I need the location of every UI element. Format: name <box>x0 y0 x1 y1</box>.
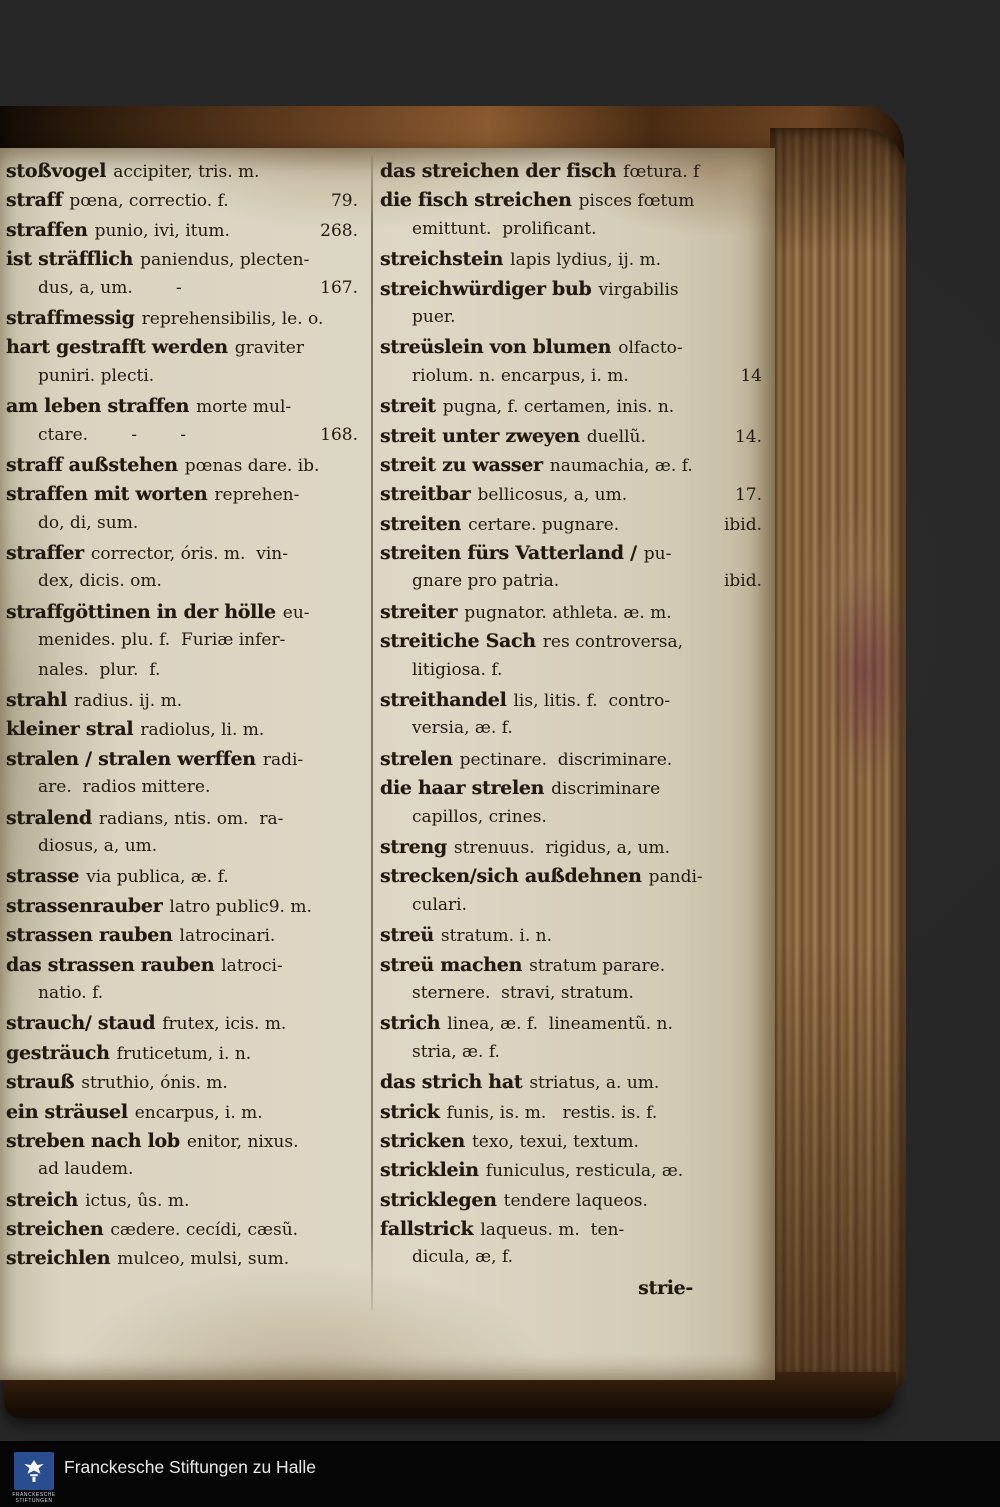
dictionary-entry <box>380 1189 770 1218</box>
headword: streichlen <box>6 1247 111 1270</box>
headword: strahl <box>6 689 68 712</box>
latin-gloss: nales. plur. f. <box>38 659 161 680</box>
dictionary-entry <box>380 248 770 277</box>
dictionary-entry <box>380 630 770 659</box>
headword: straffmessig <box>6 306 135 329</box>
entry-continuation <box>6 983 366 1012</box>
latin-gloss: paniendus, plecten- <box>140 250 310 271</box>
latin-gloss: linea, æ. f. lineamentũ. n. <box>447 1014 673 1035</box>
latin-gloss: lis, litis. f. contro- <box>513 691 671 712</box>
headword: stricklein <box>380 1159 479 1182</box>
dictionary-entry <box>380 1101 770 1130</box>
headword: stricklegen <box>380 1188 497 1211</box>
latin-gloss: enitor, nixus. <box>186 1131 299 1152</box>
latin-gloss: duellũ. <box>586 426 646 447</box>
entry-continuation <box>380 219 770 248</box>
latin-gloss: emittunt. prolificant. <box>412 218 597 239</box>
dictionary-entry <box>380 513 770 542</box>
headword: streichwürdiger bub <box>380 277 592 300</box>
entry-continuation <box>6 366 366 395</box>
latin-gloss: puer. <box>412 306 456 327</box>
dictionary-entry <box>6 1247 366 1276</box>
institution-name: Franckesche Stiftungen zu Halle <box>64 1457 316 1477</box>
left-column <box>6 160 366 1277</box>
entry-continuation <box>380 660 770 689</box>
dictionary-entry <box>6 307 366 336</box>
latin-gloss: versia, æ. f. <box>412 718 513 739</box>
dictionary-entry <box>380 160 770 189</box>
entry-continuation <box>380 307 770 336</box>
dictionary-entry <box>380 454 770 483</box>
headword: das strassen rauben <box>6 953 215 976</box>
page-reference: 268. <box>320 220 358 241</box>
dictionary-entry <box>6 1130 366 1159</box>
latin-gloss: ctare. - - <box>38 424 187 445</box>
headword: fallstrick <box>380 1218 474 1241</box>
headword: streitiche Sach <box>380 630 536 653</box>
entry-continuation <box>6 630 366 659</box>
latin-gloss: bellicosus, a, um. <box>477 485 628 506</box>
headword: straffgöttinen in der hölle <box>6 600 276 623</box>
entry-continuation <box>380 895 770 924</box>
entry-continuation <box>380 718 770 747</box>
latin-gloss: discriminare <box>551 779 661 800</box>
headword: streiten fürs Vatterland / <box>380 542 637 565</box>
latin-gloss: radi- <box>262 749 304 770</box>
headword: strauß <box>6 1071 75 1094</box>
latin-gloss: litigiosa. f. <box>412 659 503 680</box>
headword: straffen mit worten <box>6 483 208 506</box>
dictionary-entry <box>380 483 770 512</box>
headword: die fisch streichen <box>380 189 572 212</box>
latin-gloss: ictus, ûs. m. <box>85 1190 190 1211</box>
book-page <box>0 148 775 1380</box>
headword: strassen rauben <box>6 924 173 947</box>
latin-gloss: cædere. cecídi, cæsũ. <box>110 1220 299 1241</box>
latin-gloss: naumachia, æ. f. <box>549 455 693 476</box>
book-page-edges <box>770 128 906 1398</box>
latin-gloss: olfacto- <box>618 338 683 359</box>
headword: strie- <box>638 1276 693 1299</box>
latin-gloss: pandi- <box>648 867 703 888</box>
dictionary-entry <box>6 160 366 189</box>
entry-continuation <box>380 366 770 395</box>
dictionary-entry <box>6 865 366 894</box>
latin-gloss: texo, texui, textum. <box>471 1131 639 1152</box>
headword: streichstein <box>380 248 504 271</box>
headword: die haar strelen <box>380 777 545 800</box>
latin-gloss: pœna, correctio. f. <box>69 191 229 212</box>
headword: strick <box>380 1100 440 1123</box>
latin-gloss: dicula, æ, f. <box>412 1247 514 1268</box>
dictionary-entry <box>380 748 770 777</box>
dictionary-entry <box>6 483 366 512</box>
latin-gloss: fruticetum, i. n. <box>116 1043 252 1064</box>
entry-continuation <box>6 571 366 600</box>
headword: streiter <box>380 600 458 623</box>
dictionary-entry <box>6 1101 366 1130</box>
page-reference: 14. <box>734 426 762 447</box>
latin-gloss: frutex, icis. m. <box>162 1014 287 1035</box>
headword: streüslein von blumen <box>380 336 612 359</box>
latin-gloss: tendere laqueos. <box>503 1190 648 1211</box>
page-reference: 14 <box>740 365 762 386</box>
dictionary-entry <box>380 865 770 894</box>
latin-gloss: sternere. stravi, stratum. <box>412 982 634 1003</box>
latin-gloss: punio, ivi, itum. <box>94 220 230 241</box>
entry-continuation <box>6 1159 366 1188</box>
latin-gloss: latro public9. m. <box>169 896 312 917</box>
latin-gloss: dus, a, um. - <box>38 277 182 298</box>
entry-continuation <box>6 660 366 689</box>
dictionary-entry <box>6 689 366 718</box>
dictionary-entry <box>380 1277 770 1306</box>
headword: stoßvogel <box>6 160 107 182</box>
headword: ein sträusel <box>6 1100 128 1123</box>
page-reference: ibid. <box>723 571 762 592</box>
dictionary-entry <box>380 954 770 983</box>
latin-gloss: certare. pugnare. <box>468 514 620 535</box>
latin-gloss: funis, is. m. restis. is. f. <box>446 1102 658 1123</box>
dictionary-entry <box>6 1218 366 1247</box>
headword: am leben straffen <box>6 395 190 418</box>
dictionary-entry <box>6 1012 366 1041</box>
franckesche-stiftungen-logo <box>10 1452 58 1504</box>
headword: straffer <box>6 542 84 565</box>
dictionary-entry <box>6 395 366 424</box>
latin-gloss: accipiter, tris. m. <box>113 162 260 182</box>
latin-gloss: pu- <box>643 544 672 565</box>
dictionary-entry <box>6 895 366 924</box>
headword: stricken <box>380 1129 465 1152</box>
headword: ist sträfflich <box>6 248 134 271</box>
latin-gloss: laqueus. m. ten- <box>480 1220 625 1241</box>
latin-gloss: radius. ij. m. <box>74 691 183 712</box>
latin-gloss: are. radios mittere. <box>38 777 211 798</box>
latin-gloss: graviter <box>234 338 304 359</box>
dictionary-entry <box>380 425 770 454</box>
latin-gloss: funiculus, resticula, æ. <box>485 1161 684 1182</box>
dictionary-entry <box>380 189 770 218</box>
page-reference: 167. <box>320 277 358 298</box>
latin-gloss: capillos, crines. <box>412 806 547 827</box>
latin-gloss: encarpus, i. m. <box>134 1102 263 1123</box>
latin-gloss: radiolus, li. m. <box>140 720 265 741</box>
latin-gloss: res controversa, <box>542 632 684 653</box>
dictionary-entry <box>380 542 770 571</box>
dictionary-entry <box>380 601 770 630</box>
latin-gloss: pugna, f. certamen, inis. n. <box>442 397 675 418</box>
latin-gloss: reprehensibilis, le. o. <box>141 308 324 329</box>
headword: strich <box>380 1012 441 1035</box>
dictionary-entry <box>6 1071 366 1100</box>
dictionary-entry <box>6 601 366 630</box>
dictionary-entry <box>380 1012 770 1041</box>
dictionary-entry <box>380 689 770 718</box>
dictionary-entry <box>380 924 770 953</box>
latin-gloss: mulceo, mulsi, sum. <box>117 1249 290 1270</box>
headword: streich <box>6 1188 79 1211</box>
dictionary-entry <box>380 777 770 806</box>
dictionary-entry <box>380 1130 770 1159</box>
eagle-emblem-icon <box>14 1452 54 1490</box>
dictionary-entry <box>6 924 366 953</box>
headword: strelen <box>380 747 453 770</box>
latin-gloss: radians, ntis. om. ra- <box>98 808 284 829</box>
entry-continuation <box>380 807 770 836</box>
dictionary-entry <box>6 807 366 836</box>
page-reference: ibid. <box>723 514 762 535</box>
headword: strauch/ staud <box>6 1012 156 1035</box>
dictionary-entry <box>6 248 366 277</box>
headword: streit unter zweyen <box>380 424 580 447</box>
latin-gloss: latrocinari. <box>179 926 276 947</box>
headword: hart gestrafft werden <box>6 336 228 359</box>
headword: kleiner stral <box>6 718 134 741</box>
headword: strecken/sich außdehnen <box>380 865 642 888</box>
latin-gloss: pisces fœtum <box>578 191 695 212</box>
dictionary-entry <box>380 1071 770 1100</box>
latin-gloss: ad laudem. <box>38 1159 134 1180</box>
latin-gloss: latroci- <box>221 955 283 976</box>
dictionary-entry <box>6 189 366 218</box>
headword: strassenrauber <box>6 894 163 917</box>
entry-continuation <box>6 278 366 307</box>
dictionary-entry <box>380 1218 770 1247</box>
latin-gloss: pugnator. athleta. æ. m. <box>464 602 672 623</box>
dictionary-entry <box>380 336 770 365</box>
latin-gloss: stratum. i. n. <box>440 926 553 947</box>
latin-gloss: pœnas dare. ib. <box>184 455 320 476</box>
entry-continuation <box>380 983 770 1012</box>
logo-caption: FRANCKESCHE STIFTUNGEN <box>12 1492 56 1504</box>
dictionary-entry <box>380 836 770 865</box>
entry-continuation <box>380 1247 770 1276</box>
dictionary-entry <box>380 395 770 424</box>
dictionary-entry <box>6 219 366 248</box>
footer-bar <box>0 1441 1000 1507</box>
latin-gloss: natio. f. <box>38 982 104 1003</box>
entry-continuation <box>6 513 366 542</box>
latin-gloss: lapis lydius, ij. m. <box>510 250 662 271</box>
latin-gloss: do, di, sum. <box>38 512 139 533</box>
headword: streiten <box>380 512 462 535</box>
headword: streit zu wasser <box>380 453 543 476</box>
headword: streithandel <box>380 689 507 712</box>
page-reference: 168. <box>320 424 358 445</box>
dictionary-entry <box>6 718 366 747</box>
dictionary-entry <box>6 454 366 483</box>
headword: straffen <box>6 218 88 241</box>
headword: streichen <box>6 1218 104 1241</box>
page-reference: 79. <box>330 191 358 212</box>
entry-continuation <box>380 1042 770 1071</box>
headword: streitbar <box>380 483 471 506</box>
headword: streü machen <box>380 953 523 976</box>
latin-gloss: puniri. plecti. <box>38 365 155 386</box>
latin-gloss: stratum parare. <box>529 955 666 976</box>
latin-gloss: striatus, a. um. <box>529 1073 660 1094</box>
entry-continuation <box>6 425 366 454</box>
entry-continuation <box>6 836 366 865</box>
latin-gloss: fœtura. f <box>623 162 700 182</box>
latin-gloss: menides. plu. f. Furiæ infer- <box>38 630 286 651</box>
latin-gloss: strenuus. rigidus, a, um. <box>453 837 671 858</box>
latin-gloss: stria, æ. f. <box>412 1041 500 1062</box>
right-column <box>380 160 770 1306</box>
latin-gloss: dex, dicis. om. <box>38 571 162 592</box>
page-reference: 17. <box>734 485 762 506</box>
latin-gloss: pectinare. discriminare. <box>459 749 673 770</box>
latin-gloss: culari. <box>412 894 468 915</box>
dictionary-entry <box>6 336 366 365</box>
headword: das streichen der fisch <box>380 160 617 182</box>
headword: das strich hat <box>380 1071 523 1094</box>
headword: streü <box>380 924 434 947</box>
headword: streit <box>380 395 436 418</box>
entry-continuation <box>380 571 770 600</box>
latin-gloss: riolum. n. encarpus, i. m. <box>412 365 629 386</box>
latin-gloss: reprehen- <box>214 485 300 506</box>
dictionary-entry <box>6 954 366 983</box>
headword: streben nach lob <box>6 1129 180 1152</box>
dictionary-entry <box>6 542 366 571</box>
dictionary-entry <box>380 278 770 307</box>
latin-gloss: struthio, ónis. m. <box>81 1073 228 1094</box>
latin-gloss: morte mul- <box>196 397 292 418</box>
headword: straff außstehen <box>6 453 178 476</box>
latin-gloss: eu- <box>282 602 310 623</box>
headword: streng <box>380 835 447 858</box>
headword: strasse <box>6 865 80 888</box>
latin-gloss: diosus, a, um. <box>38 835 158 856</box>
headword: stralen / stralen werffen <box>6 747 256 770</box>
latin-gloss: gnare pro patria. <box>412 571 560 592</box>
entry-continuation <box>6 777 366 806</box>
latin-gloss: corrector, óris. m. vin- <box>90 544 288 565</box>
dictionary-entry <box>380 1159 770 1188</box>
dictionary-entry <box>6 1189 366 1218</box>
headword: stralend <box>6 806 92 829</box>
dictionary-entry <box>6 748 366 777</box>
dictionary-entry <box>6 1042 366 1071</box>
latin-gloss: via publica, æ. f. <box>86 867 229 888</box>
headword: gesträuch <box>6 1041 110 1064</box>
column-divider <box>371 156 373 1310</box>
latin-gloss: virgabilis <box>598 279 679 300</box>
headword: straff <box>6 189 63 212</box>
